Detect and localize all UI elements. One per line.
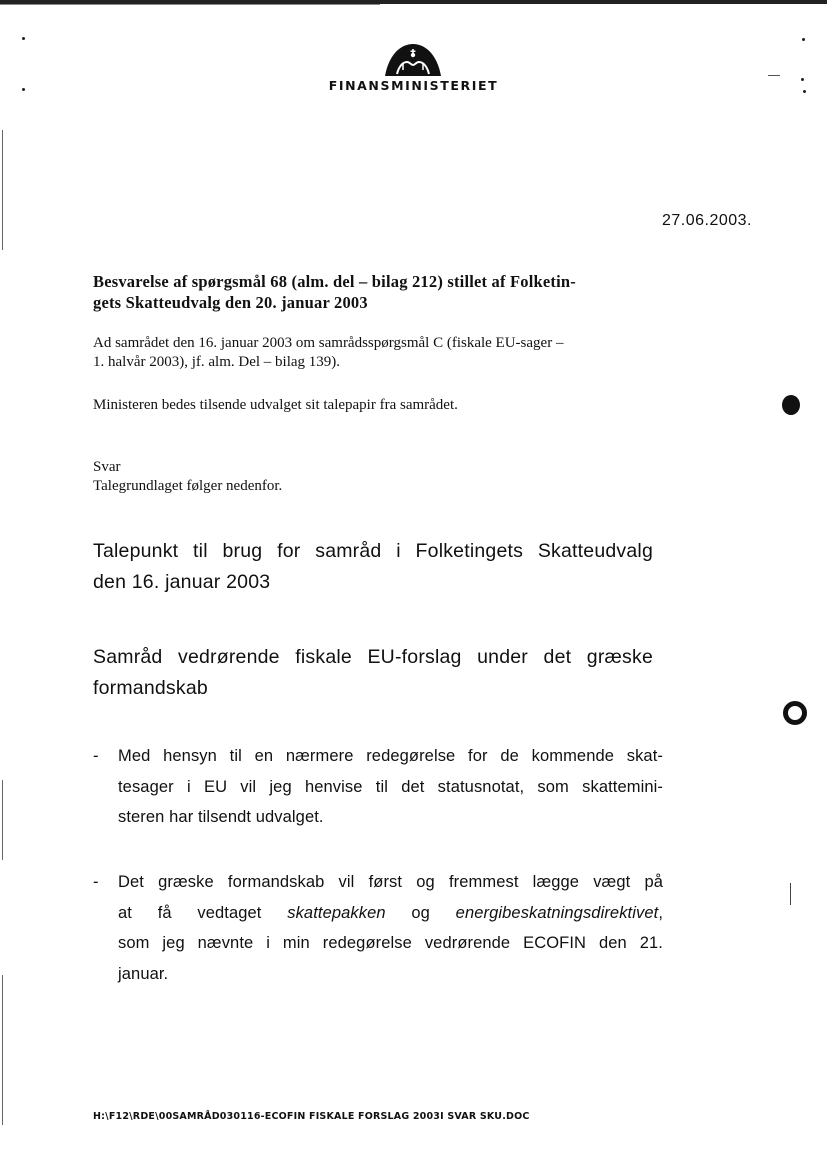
scan-speck bbox=[802, 38, 805, 41]
question-request: Ministeren bedes tilsende udvalget sit talepapir fra samrådet. bbox=[93, 397, 458, 413]
emphasis-energibeskatningsdirektivet: energibeskatningsdirektivet bbox=[455, 903, 659, 922]
answer-label: Svar bbox=[93, 459, 121, 475]
question-title-line: gets Skatteudvalg den 20. januar 2003 bbox=[93, 293, 368, 312]
bullet-line bbox=[118, 898, 663, 929]
bullet-line: steren har tilsendt udvalget. bbox=[118, 808, 324, 826]
scan-left-margin-line bbox=[2, 975, 3, 1125]
bullet-fragment: og bbox=[385, 903, 456, 922]
bullet-line: januar. bbox=[118, 964, 169, 983]
bullet-text bbox=[118, 741, 663, 833]
document-date: 27.06.2003. bbox=[661, 212, 752, 229]
question-context bbox=[93, 334, 663, 372]
context-line: Ad samrådet den 16. januar 2003 om samrådsspørgsmål C (fiskale EU-sager – bbox=[93, 335, 564, 351]
scan-left-margin-line bbox=[2, 130, 3, 250]
scan-speck bbox=[22, 37, 25, 40]
scan-speck bbox=[801, 78, 804, 81]
question-title-line: Besvarelse af spørgsmål 68 (alm. del – bilag 212) stillet af Folketin- bbox=[93, 272, 576, 291]
scan-speck bbox=[790, 883, 791, 905]
heading-line: Samråd vedrørende fiskale EU-forslag under det græske bbox=[93, 646, 653, 668]
scan-speck bbox=[768, 75, 780, 76]
bullet-line: som jeg nævnte i min redegørelse vedrørende ECOFIN den 21. bbox=[118, 934, 663, 952]
crown-logo-icon bbox=[383, 40, 443, 78]
scan-left-margin-line bbox=[2, 780, 3, 860]
scan-top-edge-thin bbox=[0, 4, 380, 5]
bullet-fragment: at få vedtaget bbox=[118, 903, 288, 922]
speech-heading bbox=[93, 536, 653, 598]
heading-line: den 16. januar 2003 bbox=[93, 571, 271, 593]
ministry-name: FINANSMINISTERIET bbox=[328, 78, 499, 93]
bullet-line: tesager i EU vil jeg henvise til det statusnotat, som skattemini- bbox=[118, 777, 663, 796]
answer-text: Talegrundlaget følger nedenfor. bbox=[93, 478, 283, 494]
heading-line: formandskab bbox=[93, 677, 208, 699]
bullet-dash: - bbox=[93, 747, 99, 765]
context-line: 1. halvår 2003), jf. alm. Del – bilag 139). bbox=[93, 354, 341, 370]
punch-hole-mark bbox=[782, 395, 800, 415]
answer-block bbox=[93, 458, 663, 496]
question-title bbox=[93, 271, 663, 313]
bullet-item bbox=[93, 867, 663, 989]
bullet-fragment: , bbox=[658, 903, 664, 922]
bullet-line: Det græske formandskab vil først og fremmest lægge vægt på bbox=[118, 873, 663, 891]
emphasis-skattepakken: skattepakken bbox=[287, 903, 386, 922]
punch-hole-mark bbox=[783, 701, 807, 725]
bullet-line: Med hensyn til en nærmere redegørelse for de kommende skat- bbox=[118, 747, 663, 765]
heading-line: Talepunkt til brug for samråd i Folketingets Skatteudvalg bbox=[93, 540, 653, 562]
bullet-item bbox=[93, 741, 663, 833]
bullet-text bbox=[118, 867, 663, 989]
scan-speck bbox=[22, 88, 25, 91]
file-path-footer: H:\F12\RDE\00SAMRÅD030116-ECOFIN FISKALE FORSLAG 2003I SVAR SKU.DOC bbox=[93, 1111, 530, 1122]
scan-speck bbox=[803, 90, 806, 93]
bullet-dash: - bbox=[93, 873, 99, 891]
section-heading bbox=[93, 642, 653, 704]
